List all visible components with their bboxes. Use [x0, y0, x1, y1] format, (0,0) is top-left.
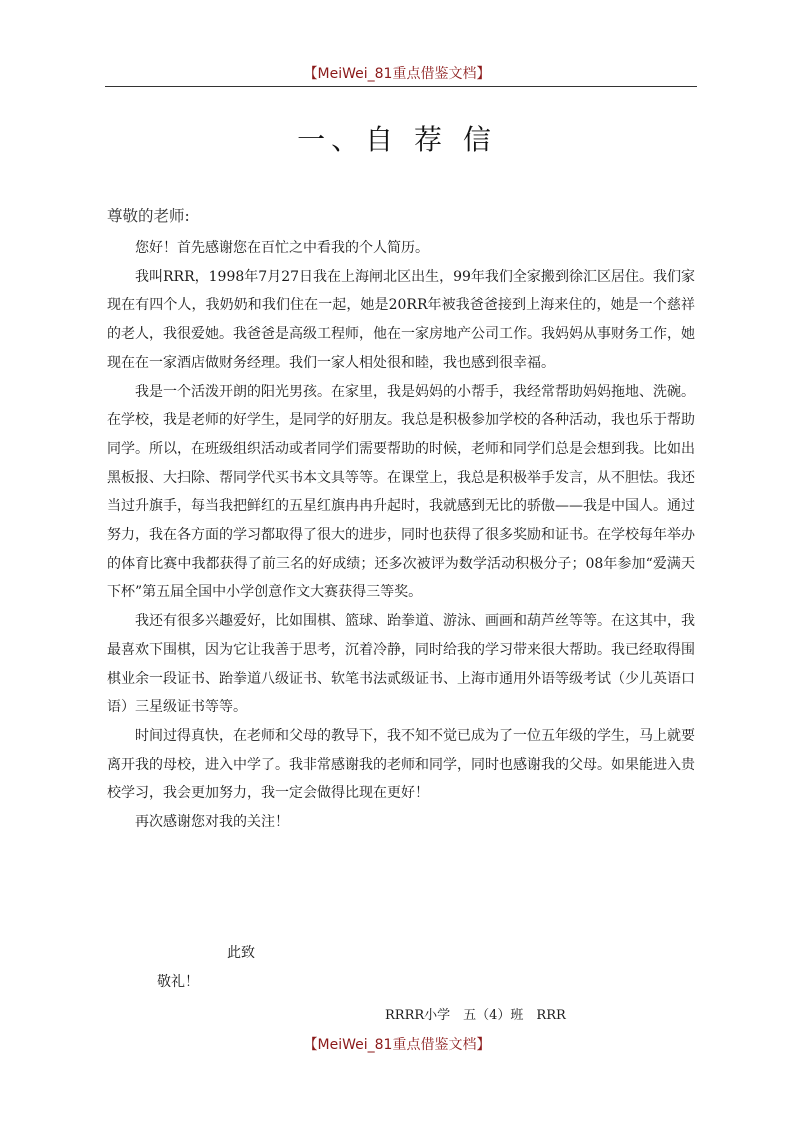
footer-watermark: 【MeiWei_81重点借鉴文档】 — [303, 1037, 491, 1053]
closing-line-1: 此致 — [227, 945, 255, 961]
paragraph-personality: 我是一个活泼开朗的阳光男孩。在家里，我是妈妈的小帮手，我经常帮助妈妈拖地、洗碗。在学校，我是老师的好学生，是同学的好朋友。我总是积极参加学校的各种活动，我也乐于帮助同学。所以，在班级组织活动或者同学们需要帮助的时候，老师和同学们总是会想到我。比如出黑板报、大扫除、帮同学代买书本文具等等。在课堂上，我总是积极举手发言，从不胆怯。我还当过升旗手，每当我把鲜红的五星红旗冉冉升起时，我就感到无比的骄傲——我是中国人。通过努力，我在各方面的学习都取得了很大的进步，同时也获得了很多奖励和证书。在学校每年举办的体育比赛中我都获得了前三名的好成绩；还多次被评为数学活动积极分子；08年参加“爱满天下杯”第五届全国中小学创意作文大赛获得三等奖。 — [107, 383, 695, 601]
letter-signature: RRRR小学 五（4）班 RRR — [385, 1008, 566, 1023]
paragraph-gratitude: 时间过得真快，在老师和父母的教导下，我不知不觉已成为了一位五年级的学生，马上就要离开我的母校，进入中学了。我非常感谢我的老师和同学，同时也感谢我的父母。如果能进入贵校学习，我会更加努力，我一定会做得比现在更好！ — [107, 727, 695, 802]
paragraph-thanks: 再次感谢您对我的关注！ — [135, 814, 289, 831]
paragraph-family: 我叫RRR，1998年7月27日我在上海闸北区出生，99年我们全家搬到徐汇区居住。我们家现在有四个人，我奶奶和我们住在一起，她是20RR年被我爸爸接到上海来住的，她是一个慈祥的老人，我很爱她。我爸爸是高级工程师，他在一家房地产公司工作。我妈妈从事财务工作，她现在在一家酒店做财务经理。我们一家人相处很和睦，我也感到很幸福。 — [107, 268, 695, 371]
header-divider — [105, 86, 697, 87]
paragraph-hobbies: 我还有很多兴趣爱好，比如围棋、篮球、跆拳道、游泳、画画和葫芦丝等等。在这其中，我最喜欢下围棋，因为它让我善于思考，沉着冷静，同时给我的学习带来很大帮助。我已经取得围棋业余一段证书、跆拳道八级证书、软笔书法贰级证书、上海市通用外语等级考试（少儿英语口语）三星级证书等等。 — [107, 613, 695, 716]
letter-body — [107, 234, 695, 837]
closing-line-2: 敬礼！ — [157, 974, 199, 990]
page-title: 一、自 荐 信 — [297, 123, 497, 156]
letter-salutation: 尊敬的老师: — [107, 207, 190, 225]
paragraph-greeting: 您好！首先感谢您在百忙之中看我的个人简历。 — [135, 240, 429, 256]
header-watermark: 【MeiWei_81重点借鉴文档】 — [303, 66, 491, 82]
